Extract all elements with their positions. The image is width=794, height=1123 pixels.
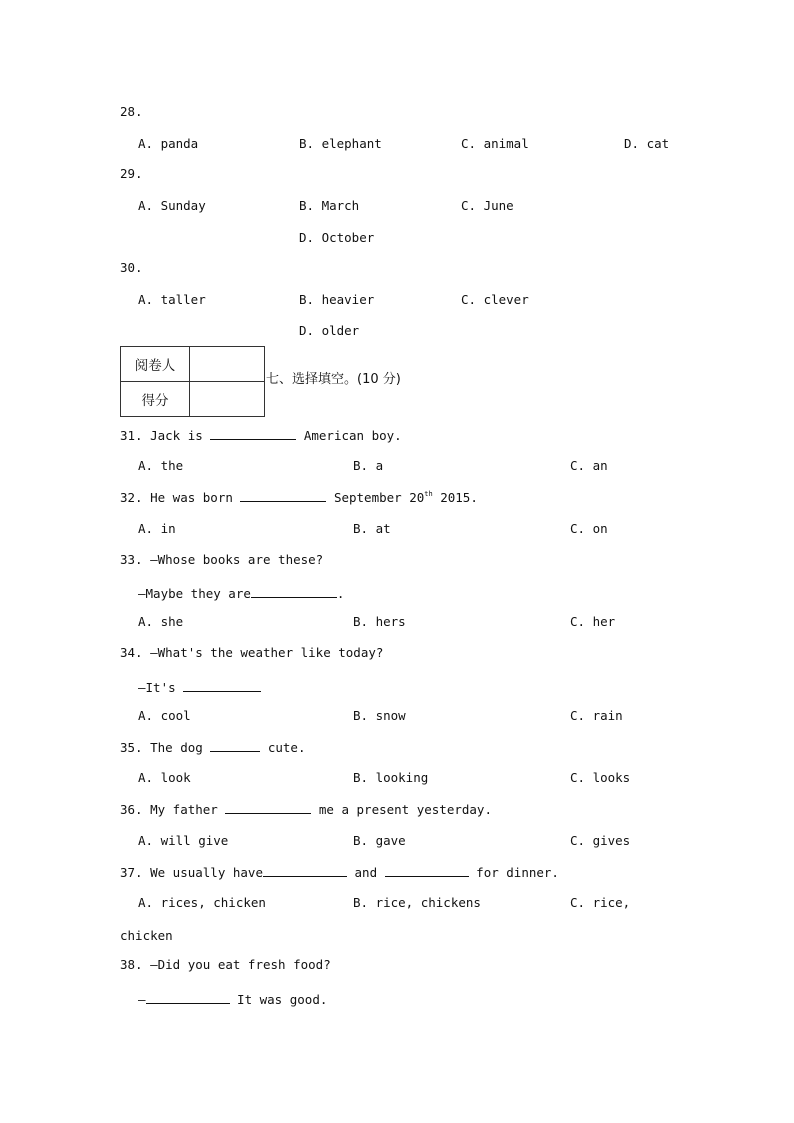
q31-stem-after: American boy. (296, 428, 402, 443)
q37-blank-1 (263, 864, 347, 877)
q33-option-c: C. her (570, 614, 616, 629)
q30-option-a: A. taller (138, 292, 206, 307)
q32-blank (240, 489, 326, 502)
grader-label: 阅卷人 (121, 347, 190, 382)
q34-option-b: B. snow (353, 708, 406, 723)
question-33-line2 (138, 585, 344, 602)
q37-option-b: B. rice, chickens (353, 895, 481, 910)
question-32-stem (120, 489, 478, 506)
score-cell (190, 382, 265, 417)
q36-option-a: A. will give (138, 833, 229, 848)
q30-option-c: C. clever (461, 292, 529, 307)
section-7-title: 七、选择填空。(10 分) (266, 372, 401, 387)
q33-line2-after: . (336, 586, 345, 601)
question-34-line1: 34. —What's the weather like today? (120, 645, 384, 660)
q28-option-b: B. elephant (299, 136, 382, 151)
q35-option-a: A. look (138, 770, 191, 785)
q30-option-b: B. heavier (299, 292, 375, 307)
question-36-stem (120, 801, 492, 818)
q37-option-a: A. rices, chicken (138, 895, 266, 910)
q32-option-b: B. at (353, 521, 391, 536)
q29-option-b: B. March (299, 198, 360, 213)
q37-stem-after: for dinner. (468, 865, 559, 880)
q34-option-a: A. cool (138, 708, 191, 723)
q35-blank (210, 739, 260, 752)
q33-option-b: B. hers (353, 614, 406, 629)
q29-option-a: A. Sunday (138, 198, 206, 213)
q31-option-c: C. an (570, 458, 608, 473)
q38-line2-before: — (138, 992, 146, 1007)
q35-stem-after: cute. (260, 740, 306, 755)
question-38-line1: 38. —Did you eat fresh food? (120, 957, 331, 972)
q36-stem-after: me a present yesterday. (311, 802, 492, 817)
question-37-stem (120, 864, 559, 881)
q28-option-a: A. panda (138, 136, 199, 151)
question-28-number: 28. (120, 104, 143, 119)
q35-stem-before: 35. The dog (120, 740, 211, 755)
q36-option-c: C. gives (570, 833, 631, 848)
grader-cell (190, 347, 265, 382)
q31-option-a: A. the (138, 458, 184, 473)
question-33-line1: 33. —Whose books are these? (120, 552, 324, 567)
q29-option-c: C. June (461, 198, 514, 213)
q33-line2-before: —Maybe they are (138, 586, 251, 601)
q37-option-c: C. rice, (570, 895, 631, 910)
q35-option-b: B. looking (353, 770, 429, 785)
question-29-number: 29. (120, 166, 143, 181)
q32-stem-after: September 20 (326, 490, 425, 505)
q31-blank (210, 427, 296, 440)
q37-blank-2 (385, 864, 469, 877)
q31-stem-before: 31. Jack is (120, 428, 211, 443)
question-30-number: 30. (120, 260, 143, 275)
q37-stem-before: 37. We usually have (120, 865, 263, 880)
q36-option-b: B. gave (353, 833, 406, 848)
q34-blank (183, 679, 261, 692)
q32-stem-before: 32. He was born (120, 490, 241, 505)
q33-blank (251, 585, 337, 598)
q38-blank (146, 991, 230, 1004)
q33-option-a: A. she (138, 614, 184, 629)
q36-stem-before: 36. My father (120, 802, 226, 817)
q34-line2-before: —It's (138, 680, 184, 695)
q38-line2-after: It was good. (229, 992, 328, 1007)
q34-option-c: C. rain (570, 708, 623, 723)
score-label: 得分 (121, 382, 190, 417)
q35-option-c: C. looks (570, 770, 631, 785)
q31-option-b: B. a (353, 458, 384, 473)
q37-option-c-wrap: chicken (120, 928, 173, 943)
q32-option-a: A. in (138, 521, 176, 536)
q32-stem-end: 2015. (432, 490, 478, 505)
question-35-stem (120, 739, 305, 756)
q37-stem-mid: and (347, 865, 385, 880)
q30-option-d: D. older (299, 323, 360, 338)
question-34-line2 (138, 679, 261, 696)
q29-option-d: D. October (299, 230, 375, 245)
score-table (120, 346, 265, 417)
q28-option-d: D. cat (624, 136, 670, 151)
question-31-stem (120, 427, 402, 444)
q32-ordinal-suffix: th (424, 490, 433, 498)
q32-option-c: C. on (570, 521, 608, 536)
q36-blank (225, 801, 311, 814)
q28-option-c: C. animal (461, 136, 529, 151)
question-38-line2 (138, 991, 327, 1008)
